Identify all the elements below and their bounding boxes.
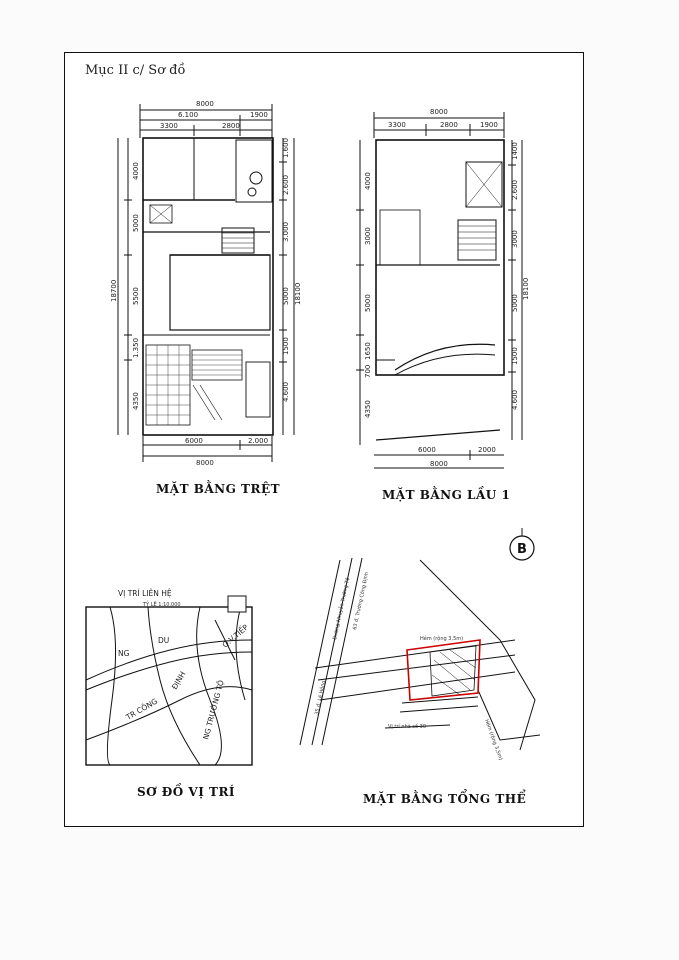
dim-right-1: 1.600 — [282, 137, 290, 158]
dim1-right-1: 1400 — [511, 142, 519, 160]
dim-left-5: 4350 — [132, 392, 140, 410]
dim-right-3: 3.000 — [282, 221, 290, 242]
dim1-right-total: 18100 — [522, 277, 530, 300]
dim-right-6: 4.600 — [282, 381, 290, 402]
ground-floor-plan — [118, 104, 294, 462]
dim-left-total: 18700 — [110, 279, 118, 302]
svg-text:Hẻm (rộng 3,5m): Hẻm (rộng 3,5m) — [483, 718, 504, 762]
dim1-bottom-total: 8000 — [430, 460, 448, 468]
compass-label: B — [517, 542, 527, 557]
location-map-scale: TỶ LỆ 1:10.000 — [143, 602, 181, 608]
dim1-top-a: 3300 — [388, 121, 406, 129]
svg-text:Vị trí nhà số 30: Vị trí nhà số 30 — [388, 724, 427, 730]
dim-right-4: 5000 — [282, 287, 290, 305]
svg-text:Đường Nhuyễn Trường Tộ: Đường Nhuyễn Trường Tộ — [332, 576, 352, 641]
dim1-right-4: 5000 — [511, 294, 519, 312]
section-label: Mục II c/ Sơ đồ — [85, 63, 186, 78]
dim1-right-3: 3000 — [511, 230, 519, 248]
dim1-left-5: 700 — [364, 364, 372, 378]
dim1-bottom-b: 2000 — [478, 446, 496, 454]
dim-left-2: 5000 — [132, 214, 140, 232]
dim1-right-2: 2.600 — [511, 179, 519, 200]
location-map-title: SƠ ĐỒ VỊ TRÍ — [137, 785, 236, 799]
street-label-5: ĐỊNH — [169, 669, 188, 691]
ground-floor-title: MẶT BẰNG TRỆT — [156, 482, 281, 496]
first-floor-title: MẶT BẰNG LẦU 1 — [382, 488, 511, 502]
first-floor-dimensions — [364, 108, 530, 468]
street-label-6: NG TRƯỜNG TỘ — [201, 679, 226, 741]
dim-left-1: 4000 — [132, 162, 140, 180]
dim-bottom-b: 2.000 — [248, 437, 269, 445]
dim-top-b: 1900 — [250, 111, 268, 119]
dim-bottom-a: 6000 — [185, 437, 203, 445]
dim1-left-2: 3000 — [364, 227, 372, 245]
street-label-4: TR CÔNG — [124, 696, 160, 722]
dim1-left-1: 4000 — [364, 172, 372, 190]
location-map-heading: VỊ TRÍ LIÊN HỆ — [118, 589, 172, 598]
dim-top-a: 6.100 — [178, 111, 199, 119]
dim-left-4: 1.350 — [132, 337, 140, 358]
dim1-top-total: 8000 — [430, 108, 448, 116]
street-label-2: DU — [158, 636, 170, 645]
dim-right-2: 2.600 — [282, 174, 290, 195]
dim-bottom-total: 8000 — [196, 459, 214, 467]
dim-right-total: 18100 — [294, 282, 302, 305]
dim1-bottom-a: 6000 — [418, 446, 436, 454]
dim-left-3: 5500 — [132, 287, 140, 305]
dim-top-d: 2800 — [222, 122, 240, 130]
dim-right-5: 1500 — [282, 337, 290, 355]
svg-text:63 đ. Trường Công Định: 63 đ. Trường Công Định — [352, 571, 371, 631]
street-label-3: Q.V.TIẾP — [220, 622, 250, 650]
street-label-1: NG — [118, 649, 130, 658]
dim-top-c: 3300 — [160, 122, 178, 130]
north-compass-icon — [510, 528, 534, 560]
dim1-right-6: 4.600 — [511, 389, 519, 410]
location-map — [86, 596, 252, 765]
dim1-top-b: 2800 — [440, 121, 458, 129]
dim1-left-3: 5000 — [364, 294, 372, 312]
dim-top-total: 8000 — [196, 100, 214, 108]
svg-text:35 đ. Lê Hồng: 35 đ. Lê Hồng — [314, 680, 328, 716]
dim1-top-c: 1900 — [480, 121, 498, 129]
site-plan — [300, 558, 540, 750]
site-plan-title: MẶT BẰNG TỔNG THỂ — [363, 792, 527, 806]
dim1-left-4: 1650 — [364, 342, 372, 360]
dim1-left-6: 4350 — [364, 400, 372, 418]
svg-text:Hẻm (rộng 3,5m): Hẻm (rộng 3,5m) — [420, 636, 464, 642]
dim1-right-5: 1500 — [511, 347, 519, 365]
first-floor-plan — [356, 112, 522, 468]
